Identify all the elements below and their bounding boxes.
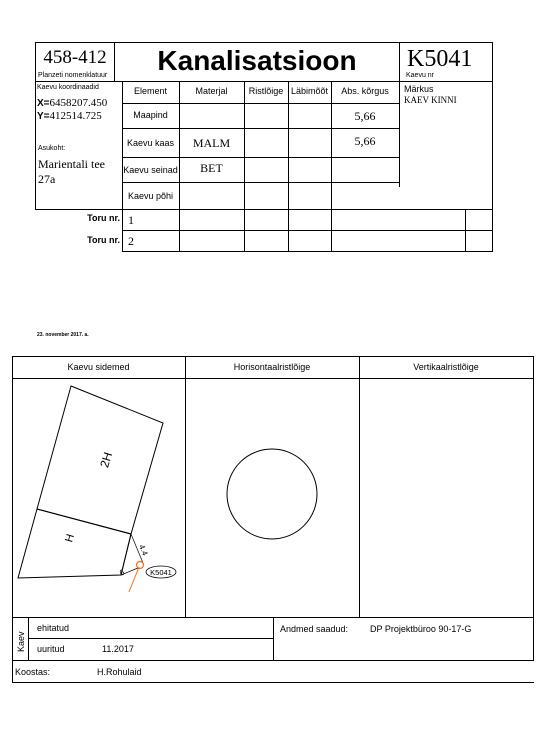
row-element: Kaevu seinad <box>123 165 178 175</box>
panel-vertical-title: Vertikaalristlõige <box>413 362 479 372</box>
row-element: Kaevu kaas <box>126 138 175 148</box>
compiled-label: Koostas: <box>15 667 51 677</box>
y-coordinate: Y=412514.725 <box>37 110 102 122</box>
row-element: Kaevu põhi <box>127 191 174 201</box>
col-material: Materjal <box>195 86 228 96</box>
col-element: Element <box>133 86 168 96</box>
source-label: Andmed saadud: <box>280 624 349 634</box>
col-cross-section: Ristlõige <box>248 86 284 96</box>
dimension-a-label: 4.4 <box>137 543 150 557</box>
page-title: Kanalisatsioon <box>157 45 357 76</box>
source-value: DP Projektbüroo 90-17-G <box>370 624 472 634</box>
pipe-label: Toru nr. <box>87 235 120 245</box>
site-sketch <box>13 379 185 617</box>
well-marker-icon <box>137 562 144 569</box>
well-number: K5041 <box>407 46 473 72</box>
row-abs: 5,66 <box>354 134 376 148</box>
well-cross-section-circle <box>227 449 317 539</box>
panel-horizontal-title: Horisontaalristlõige <box>233 362 311 372</box>
pipe-value: 2 <box>128 234 134 248</box>
row-material: BET <box>200 161 223 175</box>
row-material: MALM <box>192 136 231 150</box>
x-coordinate: X=6458207.450 <box>37 97 108 109</box>
location-label: Asukoht: <box>38 145 66 152</box>
col-remark: Märkus <box>404 84 434 94</box>
building-big-label: 2H <box>97 450 116 470</box>
sheet-number: 458-412 <box>43 47 107 68</box>
side-label: Kaev <box>16 631 26 652</box>
row-element: Maapind <box>133 110 168 120</box>
well-tag-label: K5041 <box>150 568 172 577</box>
sheet-caption: Planzeti nomenklatuur <box>38 72 108 79</box>
well-caption: Kaevu nr <box>406 72 435 79</box>
compiled-value: H.Rohulaid <box>97 667 142 677</box>
horizontal-section <box>186 379 359 617</box>
pipe-label: Toru nr. <box>87 213 120 223</box>
surveyed-label: uuritud <box>37 644 65 654</box>
dimension-b-label: 6 <box>118 567 126 578</box>
location-line2: 27a <box>38 172 56 186</box>
panel-links-title: Kaevu sidemed <box>67 362 130 372</box>
built-label: ehitatud <box>37 623 70 633</box>
row-abs: 5,66 <box>354 109 376 123</box>
col-abs-height: Abs. kõrgus <box>341 86 389 96</box>
coords-label: Kaevu koordinaadid <box>37 84 99 91</box>
location-line1: Marientali tee <box>38 157 105 171</box>
building-small-label: H <box>63 532 77 544</box>
col-diameter: Läbimõõt <box>290 86 329 96</box>
pipe-value: 1 <box>128 213 134 227</box>
surveyed-value: 11.2017 <box>102 644 134 654</box>
date-label: 23. november 2017. a. <box>37 332 89 338</box>
remark-value: KAEV KINNI <box>404 95 457 105</box>
